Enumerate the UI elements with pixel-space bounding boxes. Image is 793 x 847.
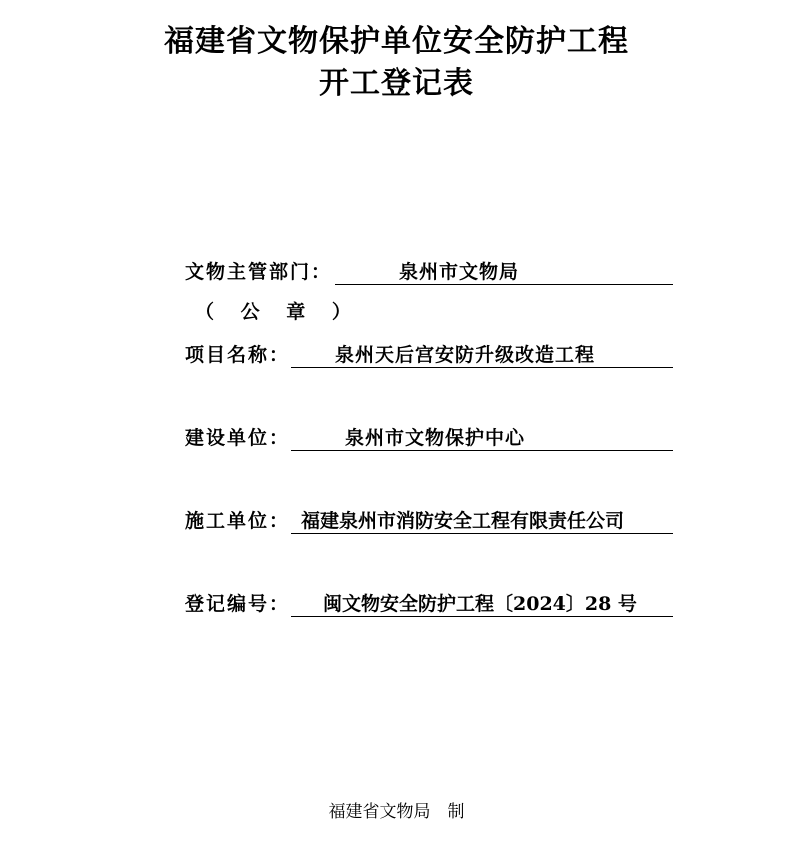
registration-value: 闽文物安全防护工程〔2024〕28 号 — [323, 593, 637, 615]
project-field — [185, 343, 675, 367]
contractor-value-line — [291, 509, 673, 534]
seal-note: （ 公 章 ） — [195, 301, 361, 323]
project-label: 项目名称： — [185, 344, 291, 366]
form-title: 福建省文物保护单位安全防护工程 — [164, 24, 629, 59]
authority-value: 泉州市文物局 — [399, 261, 520, 283]
registration-field — [185, 592, 675, 616]
authority-value-line — [335, 260, 673, 285]
builder-field — [185, 426, 675, 450]
contractor-value: 福建泉州市消防安全工程有限责任公司 — [301, 510, 625, 532]
form-subtitle: 开工登记表 — [319, 66, 474, 101]
issuer-footer: 福建省文物局 制 — [328, 802, 465, 822]
builder-value: 泉州市文物保护中心 — [345, 427, 526, 449]
project-value: 泉州天后宫安防升级改造工程 — [335, 344, 596, 366]
authority-field — [185, 260, 675, 284]
contractor-label: 施工单位： — [185, 510, 291, 532]
builder-value-line — [291, 426, 673, 451]
contractor-field — [185, 509, 675, 533]
project-value-line — [291, 343, 673, 368]
registration-value-line — [291, 592, 673, 617]
authority-label: 文物主管部门： — [185, 261, 333, 283]
registration-label: 登记编号： — [185, 593, 291, 615]
builder-label: 建设单位： — [185, 427, 291, 449]
